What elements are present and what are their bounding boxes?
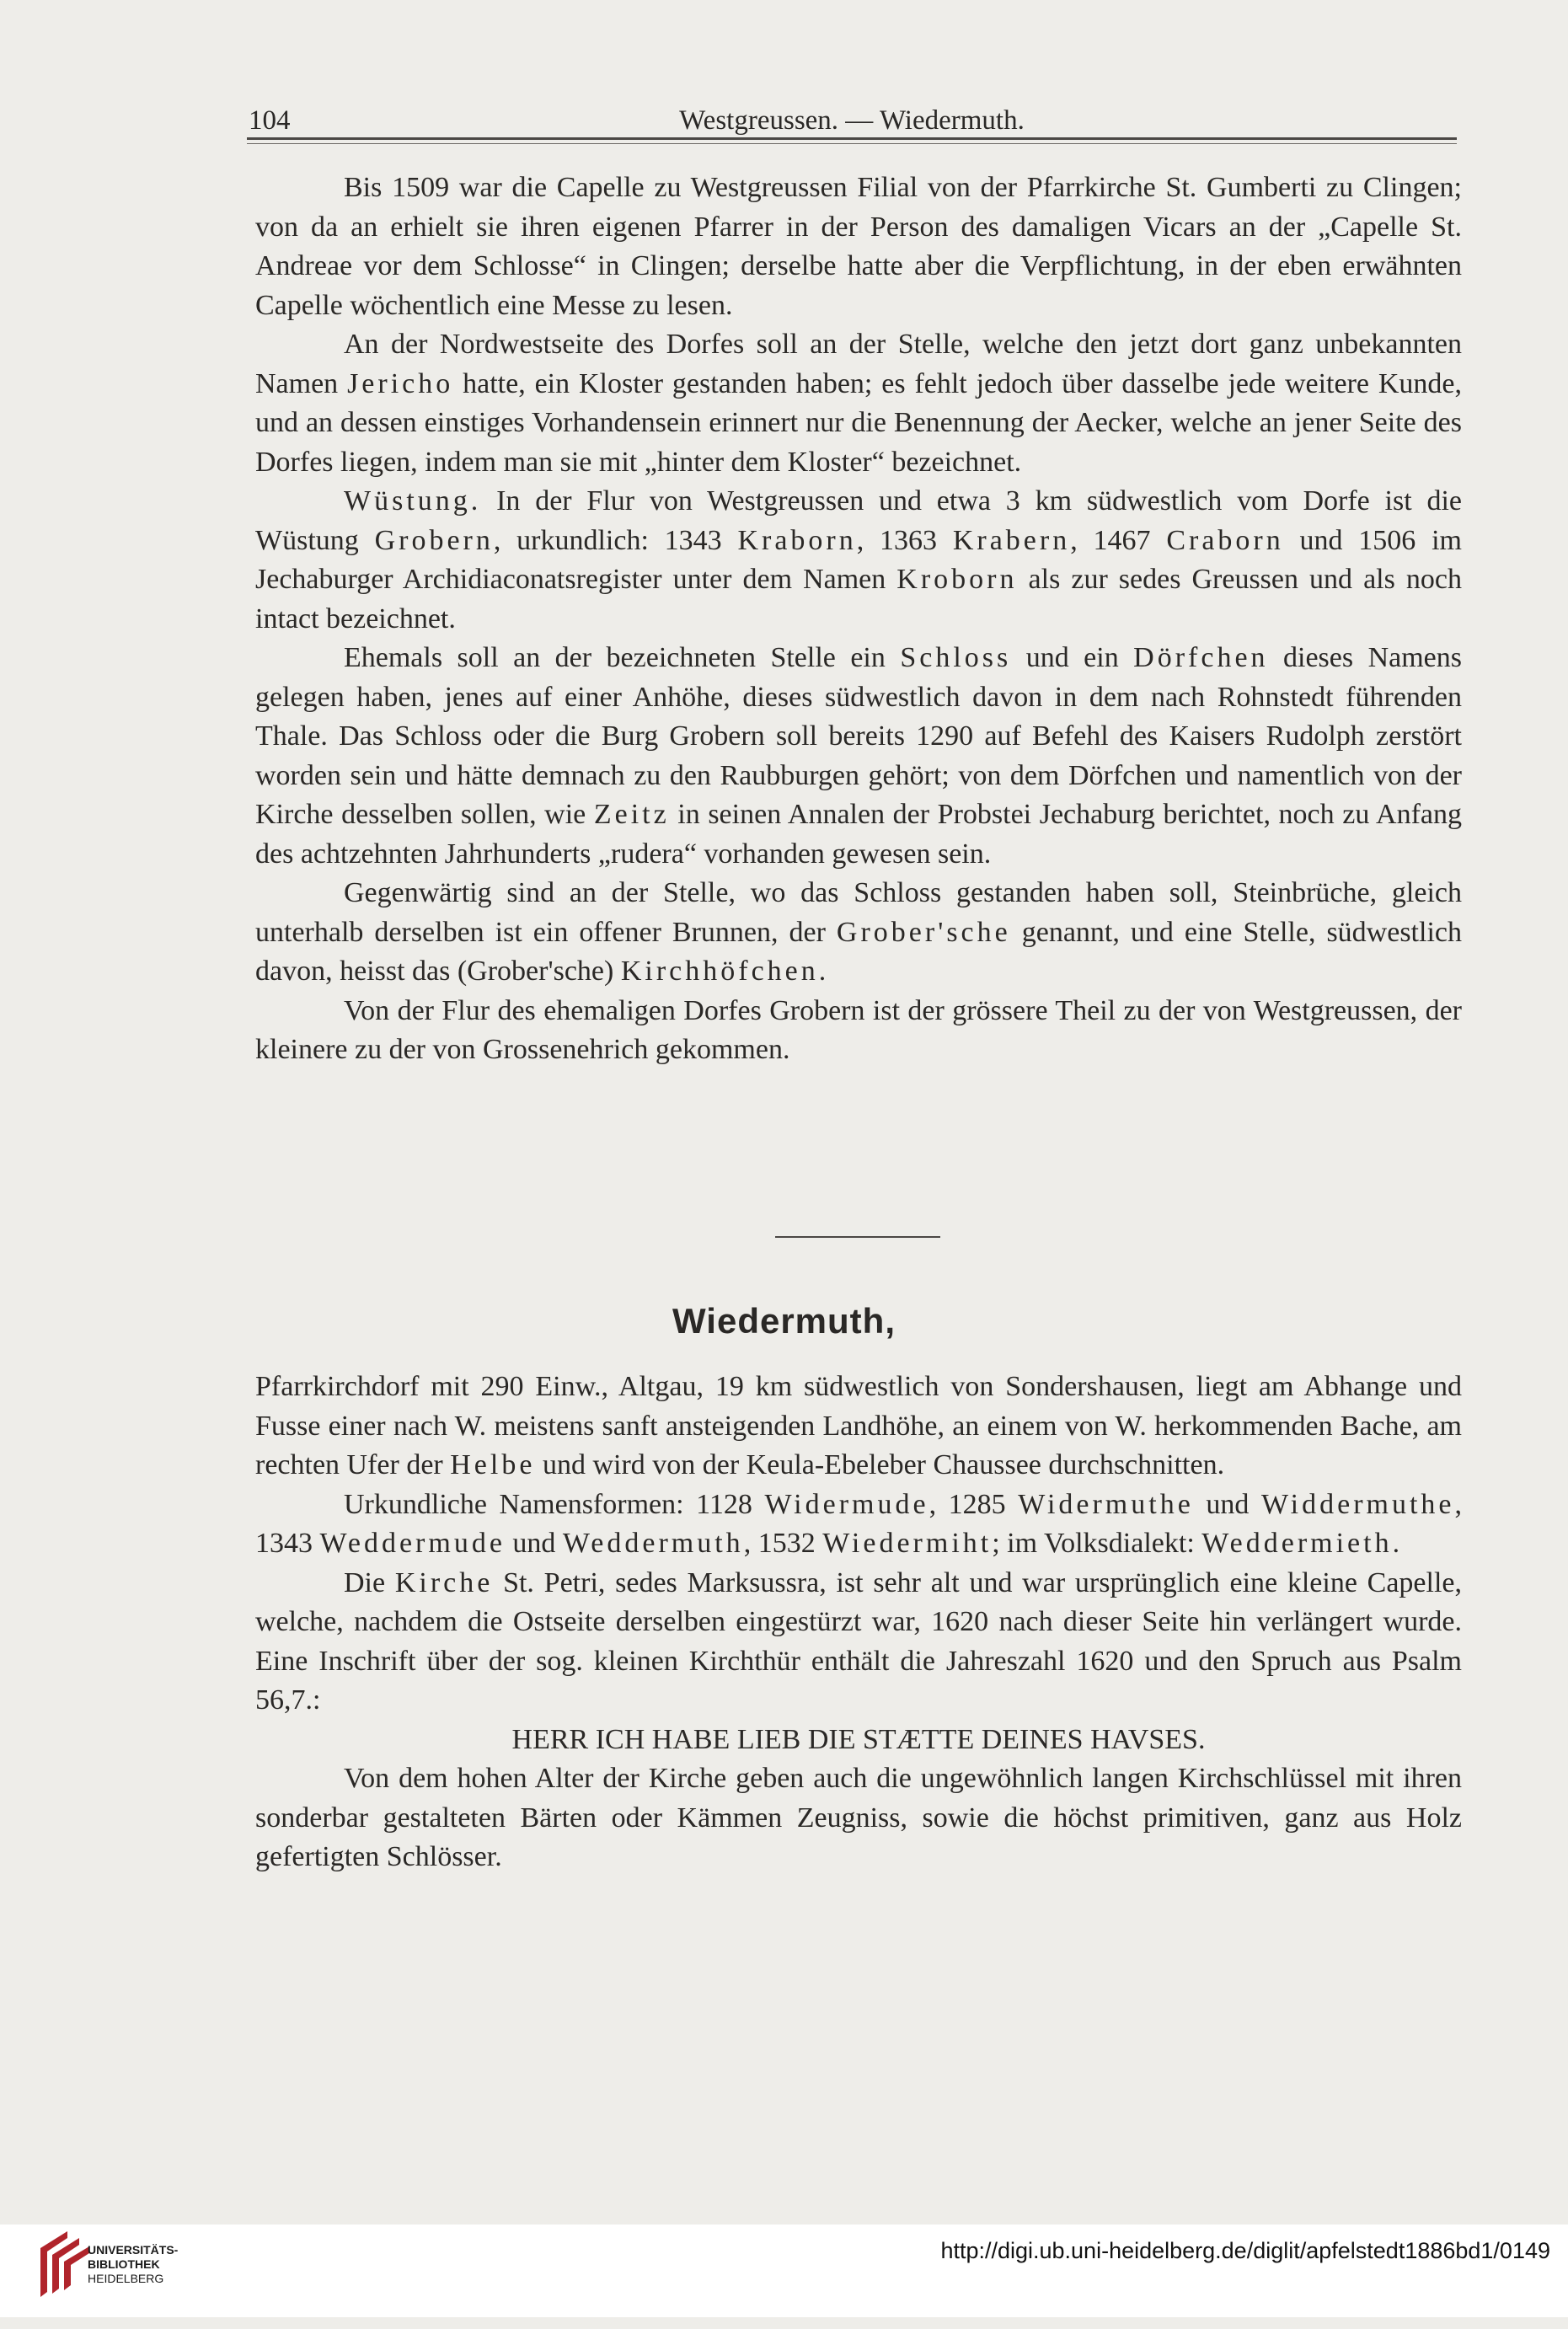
- westgreussen-text: [255, 169, 1462, 1070]
- permalink-url[interactable]: http://digi.ub.uni-heidelberg.de/diglit/apfelstedt1886bd1/0149: [940, 2238, 1550, 2263]
- paragraph-flur: Von der Flur des ehemaligen Dorfes Grobern ist der grössere Theil zu der von Westgreussen, der kleinere zu der von Grossenehrich gekommen.: [255, 994, 1462, 1065]
- paragraph-schluessel: Von dem hohen Alter der Kirche geben auch die ungewöhnlich langen Kirchschlüssel mit ihren sonderbar gestalteten Bärten oder Kämmen Zeugniss, sowie die höchst primitiven, ganz aus Holz gefertigten Schlösser.: [255, 1763, 1462, 1872]
- paragraph-capelle: Bis 1509 war die Capelle zu Westgreussen Filial von der Pfarrkirche St. Gumberti zu Clingen; von da an erhielt sie ihren eigenen Pfarrer in der Person des damaligen Vicars an der „Capelle St. Andreae vor dem Schlosse“ in Clingen; derselbe hatte aber die Verpflichtung, in der eben erwähnten Capelle wöchentlich eine Messe zu lesen.: [255, 172, 1462, 321]
- paragraph-kloster: An der Nordwestseite des Dorfes soll an der Stelle, welche den jetzt dort ganz unbekannten Namen Jericho hatte, ein Kloster gestanden haben; es fehlt jedoch über dasselbe jede weitere Kunde, und an dessen einstiges Vorhandensein erinnert nur die Benennung der Aecker, welche an jener Seite des Dorfes liegen, indem man sie mit „hinter dem Kloster“ bezeichnet.: [255, 329, 1462, 478]
- library-name-line3: HEIDELBERG: [88, 2272, 164, 2285]
- header-rule-thin: [247, 143, 1457, 144]
- paragraph-pfarrkirchdorf: Pfarrkirchdorf mit 290 Einw., Altgau, 19 km südwestlich von Sondershausen, liegt am Abhange und Fusse einer nach W. meistens sanft ansteigenden Landhöhe, an einem von W. herkommenden Bache, am rechten Ufer der Helbe und wird von der Keula-Ebeleber Chaussee durchschnitten.: [255, 1371, 1462, 1480]
- paragraph-namensformen: Urkundliche Namensformen: 1128 Widermude, 1285 Widermuthe und Widdermuthe, 1343 Weddermude und Weddermuth, 1532 Wiedermiht; im Volksdialekt: Weddermieth.: [255, 1488, 1463, 1559]
- inscription: HERR ICH HABE LIEB DIE STÆTTE DEINES HAVSES.: [511, 1723, 1206, 1755]
- library-name-line1: UNIVERSITÄTS-: [88, 2243, 179, 2257]
- library-name-line2: BIBLIOTHEK: [88, 2257, 160, 2271]
- page-header: [249, 99, 1455, 142]
- paragraph-wuestung: Wüstung. In der Flur von Westgreussen und etwa 3 km südwestlich vom Dorfe ist die Wüstung Grobern, urkundlich: 1343 Kraborn, 1363 Krabern, 1467 Craborn und 1506 im Jechaburger Archidiaconatsregister unter dem Namen Kroborn als zur sedes Greussen und als noch intact bezeichnet.: [255, 485, 1462, 634]
- running-title: Westgreussen. — Wiedermuth.: [679, 105, 1025, 136]
- section-title: Wiedermuth,: [672, 1301, 896, 1341]
- wiedermuth-text: [255, 1368, 1462, 1877]
- library-logo-icon: [34, 2230, 93, 2299]
- section-divider: [775, 1236, 940, 1238]
- library-name: [88, 2243, 178, 2286]
- paragraph-schloss: Ehemals soll an der bezeichneten Stelle ein Schloss und ein Dörfchen dieses Namens gelegen haben, jenes auf einer Anhöhe, dieses südwestlich davon in dem nach Rohnstedt führenden Thale. Das Schloss oder die Burg Grobern soll bereits 1290 auf Befehl des Kaisers Rudolph zerstört worden sein und hätte demnach zu den Raubburgen gehört; von dem Dörfchen und namentlich von der Kirche desselben sollen, wie Zeitz in seinen Annalen der Probstei Jechaburg berichtet, noch zu Anfang des achtzehnten Jahrhunderts „rudera“ vorhanden gewesen sein.: [255, 642, 1462, 870]
- paragraph-steinbrueche: Gegenwärtig sind an der Stelle, wo das Schloss gestanden haben soll, Steinbrüche, gleich unterhalb derselben ist ein offener Brunnen, der Grober'sche genannt, und eine Stelle, südwestlich davon, heisst das (Grober'sche) Kirchhöfchen.: [255, 877, 1462, 987]
- paragraph-kirche: Die Kirche St. Petri, sedes Marksussra, ist sehr alt und war ursprünglich eine kleine Capelle, welche, nachdem die Ostseite derselben eingestürzt war, 1620 nach dieser Seite hin verlängert wurde. Eine Inschrift über der sog. kleinen Kirchthür enthält die Jahreszahl 1620 und den Spruch aus Psalm 56,7.:: [255, 1566, 1462, 1716]
- library-footer: [0, 2225, 1568, 2317]
- header-rule: [247, 137, 1457, 140]
- page-number: 104: [249, 105, 291, 136]
